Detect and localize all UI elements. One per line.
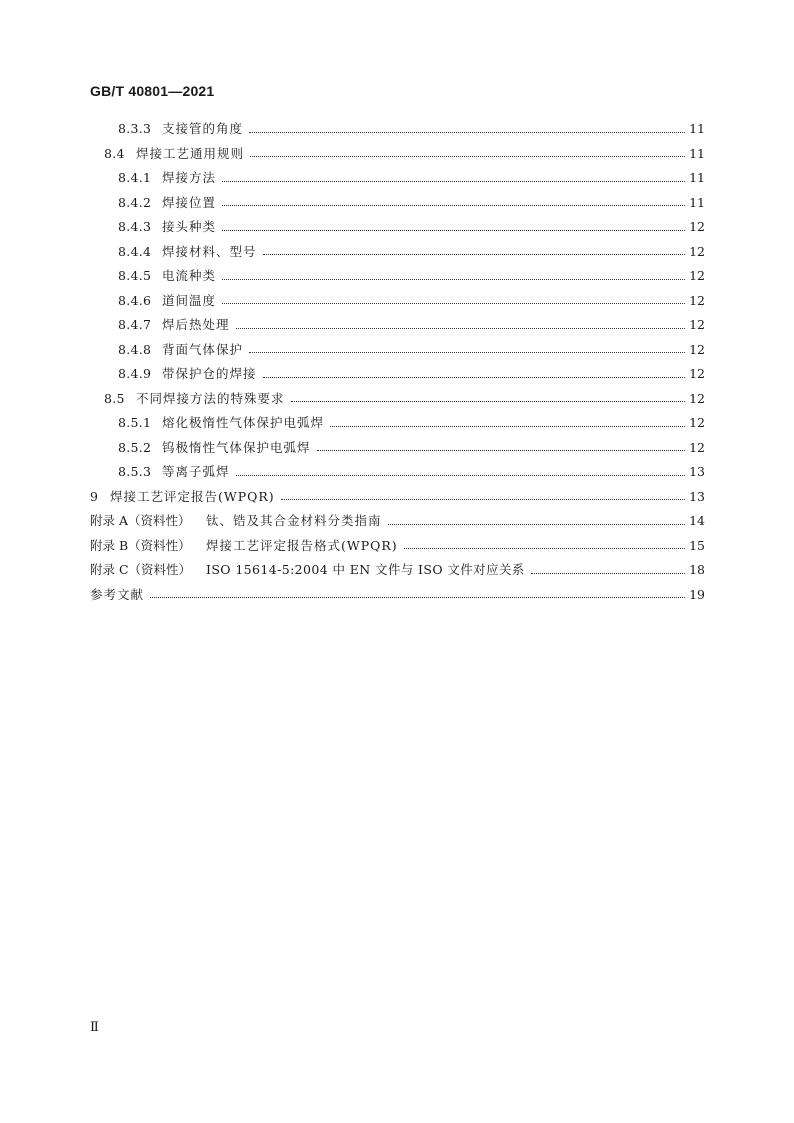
toc-title: 熔化极惰性气体保护电弧焊 — [162, 415, 325, 430]
toc-page-number: 11 — [689, 194, 705, 210]
toc-number: 8.4.8 — [118, 341, 152, 357]
toc-appendix-label: 附录 C（资料性） — [90, 562, 192, 577]
toc-leader-dots — [222, 230, 685, 231]
toc-leader-dots — [150, 597, 685, 598]
toc-leader-dots — [222, 181, 685, 182]
toc-number: 8.4.4 — [118, 243, 152, 259]
toc-title: 焊接工艺评定报告格式(WPQR) — [206, 537, 398, 553]
toc-leader-dots — [263, 254, 686, 255]
page-folio: Ⅱ — [90, 1019, 99, 1034]
toc-title: 接头种类 — [162, 219, 217, 234]
toc-number: 9 — [90, 488, 99, 504]
toc-page-number: 12 — [689, 415, 705, 430]
toc-leader-dots — [236, 475, 686, 476]
toc-title: 电流种类 — [162, 268, 217, 283]
toc-entry-8-4-9[interactable] — [90, 362, 705, 387]
toc-leader-dots — [249, 132, 685, 133]
toc-entry-8-4-5[interactable] — [90, 264, 705, 289]
toc-page-number: 13 — [689, 488, 705, 504]
toc-title: 焊接材料、型号 — [162, 243, 257, 259]
toc-title: 钛、锆及其合金材料分类指南 — [206, 513, 382, 528]
toc-page-number: 11 — [689, 145, 705, 161]
toc-entry-8-4-8[interactable] — [90, 338, 705, 363]
toc-title: 等离子弧焊 — [162, 464, 230, 479]
toc-leader-dots — [249, 352, 685, 353]
toc-page-number: 12 — [689, 390, 705, 406]
toc-number: 8.4.5 — [118, 268, 152, 283]
standard-code: GB/T 40801—2021 — [90, 83, 215, 99]
toc-title: 钨极惰性气体保护电弧焊 — [162, 439, 311, 455]
toc-leader-dots — [317, 450, 686, 451]
toc-title: 焊接位置 — [162, 194, 217, 210]
toc-page-number: 12 — [689, 292, 705, 308]
toc-leader-dots — [250, 156, 685, 157]
toc-page-number: 12 — [689, 243, 705, 259]
toc-entry-8-5[interactable] — [90, 387, 705, 412]
toc-title: 带保护仓的焊接 — [162, 366, 257, 381]
toc-appendix-label: 附录 B（资料性） — [90, 537, 191, 553]
toc-entry-8-3-3[interactable] — [90, 117, 705, 142]
toc-entry-appendix-b[interactable] — [90, 534, 705, 559]
toc-entry-8-4-1[interactable] — [90, 166, 705, 191]
toc-page-number: 11 — [689, 121, 705, 136]
toc-entry-8-4-6[interactable] — [90, 289, 705, 314]
toc-page-number: 12 — [689, 439, 705, 455]
toc-title: 背面气体保护 — [162, 341, 244, 357]
toc-title: 焊后热处理 — [162, 317, 230, 332]
toc-page-number: 13 — [689, 464, 705, 479]
toc-leader-dots — [222, 205, 685, 206]
toc-entry-8-4-3[interactable] — [90, 215, 705, 240]
toc-title: 参考文献 — [90, 586, 145, 602]
toc-title: 道间温度 — [162, 292, 217, 308]
toc-entry-appendix-a[interactable] — [90, 509, 705, 534]
toc-number: 8.4.6 — [118, 292, 152, 308]
toc-title: 支接管的角度 — [162, 121, 244, 136]
toc-page-number: 12 — [689, 268, 705, 283]
toc-title: 焊接工艺评定报告(WPQR) — [110, 488, 275, 504]
toc-page-number: 12 — [689, 341, 705, 357]
toc-entry-appendix-c[interactable] — [90, 558, 705, 583]
toc-leader-dots — [404, 548, 685, 549]
toc-entry-8-5-1[interactable] — [90, 411, 705, 436]
toc-number: 8.5.3 — [118, 464, 152, 479]
toc-entry-8-4[interactable] — [90, 142, 705, 167]
toc-appendix-label: 附录 A（资料性） — [90, 513, 191, 528]
toc-leader-dots — [291, 401, 686, 402]
toc-title: 焊接方法 — [162, 170, 217, 185]
toc-page-number: 14 — [689, 513, 705, 528]
toc-number: 8.5 — [104, 390, 125, 406]
toc-title: 不同焊接方法的特殊要求 — [136, 390, 285, 406]
toc-entry-8-4-4[interactable] — [90, 240, 705, 265]
toc-entry-bibliography[interactable] — [90, 583, 705, 608]
toc-number: 8.4 — [104, 145, 125, 161]
toc-leader-dots — [388, 524, 686, 525]
toc-leader-dots — [531, 573, 685, 574]
toc-leader-dots — [222, 279, 685, 280]
toc-number: 8.4.9 — [118, 366, 152, 381]
toc-page-number: 15 — [689, 537, 705, 553]
toc-entry-8-4-2[interactable] — [90, 191, 705, 216]
toc-number: 8.4.3 — [118, 219, 152, 234]
toc-title: 焊接工艺通用规则 — [136, 145, 245, 161]
toc-leader-dots — [263, 377, 686, 378]
toc-leader-dots — [330, 426, 685, 427]
toc-number: 8.5.1 — [118, 415, 152, 430]
toc-number: 8.3.3 — [118, 121, 152, 136]
toc-page-number: 12 — [689, 317, 705, 332]
table-of-contents — [90, 117, 705, 607]
toc-entry-8-5-2[interactable] — [90, 436, 705, 461]
toc-page-number: 19 — [689, 586, 705, 602]
toc-page-number: 11 — [689, 170, 705, 185]
toc-number: 8.4.7 — [118, 317, 152, 332]
toc-entry-8-5-3[interactable] — [90, 460, 705, 485]
toc-page-number: 12 — [689, 219, 705, 234]
toc-entry-9[interactable] — [90, 485, 705, 510]
toc-number: 8.5.2 — [118, 439, 152, 455]
toc-page-number: 18 — [689, 562, 705, 577]
toc-entry-8-4-7[interactable] — [90, 313, 705, 338]
toc-number: 8.4.2 — [118, 194, 152, 210]
toc-title: ISO 15614-5:2004 中 EN 文件与 ISO 文件对应关系 — [206, 562, 525, 577]
toc-leader-dots — [222, 303, 685, 304]
toc-leader-dots — [236, 328, 686, 329]
toc-page-number: 12 — [689, 366, 705, 381]
toc-leader-dots — [281, 499, 685, 500]
toc-number: 8.4.1 — [118, 170, 152, 185]
